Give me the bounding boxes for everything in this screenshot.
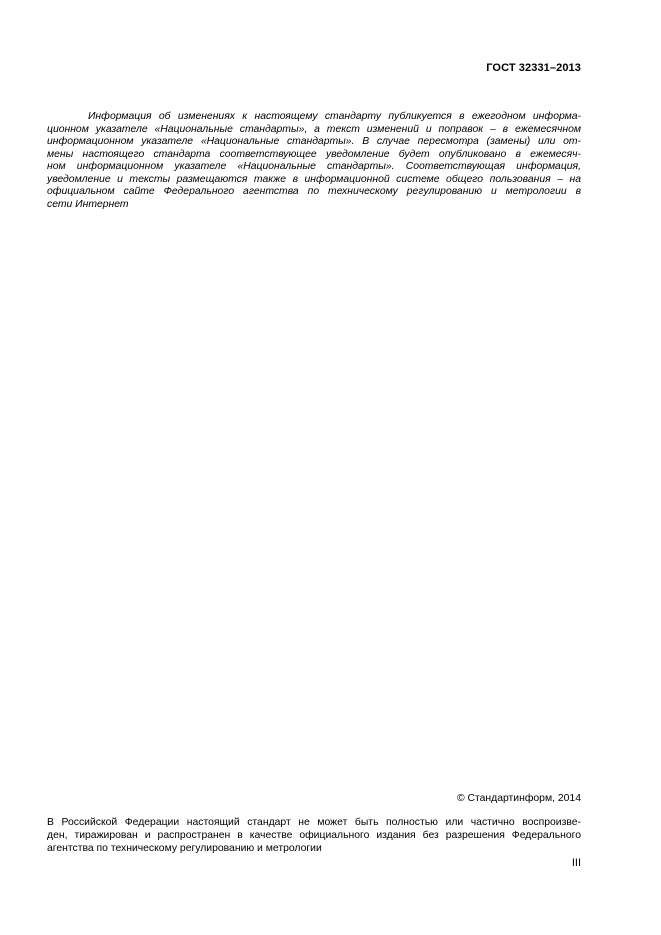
reproduction-rights-paragraph <box>47 817 581 855</box>
copyright-notice: © Стандартинформ, 2014 <box>456 793 581 804</box>
page-number: III <box>571 857 581 869</box>
notice-line: мены настоящего стандарта соответствующее уведомление будет опубликовано в ежемесяч- <box>47 148 581 160</box>
notice-line: ционном указателе «Национальные стандарты», а текст изменений и поправок – в ежемесячном <box>47 123 581 135</box>
notice-line: уведомление и тексты размещаются также в информационной системе общего пользования – на <box>47 173 581 185</box>
rights-line: агентства по техническому регулированию и метрологии <box>47 842 322 854</box>
rights-line: ден, тиражирован и распространен в качестве официального издания без разрешения Федерального <box>47 829 581 841</box>
change-notice-paragraph <box>47 111 581 211</box>
notice-line: ном информационном указателе «Национальные стандарты». Соответствующая информация, <box>47 161 581 172</box>
notice-line: сети Интернет <box>47 198 129 210</box>
notice-line: Информация об изменениях к настоящему стандарту публикуется в ежегодном информа- <box>88 111 581 122</box>
notice-line: официальном сайте Федерального агентства по техническому регулированию и метрологии в <box>47 186 581 197</box>
document-code: ГОСТ 32331–2013 <box>486 62 581 74</box>
notice-line: информационном указателе «Национальные стандарты». В случае пересмотра (замены) или от- <box>47 136 581 147</box>
rights-line: В Российской Федерации настоящий стандарт не может быть полностью или частично воспроизве- <box>47 817 581 828</box>
